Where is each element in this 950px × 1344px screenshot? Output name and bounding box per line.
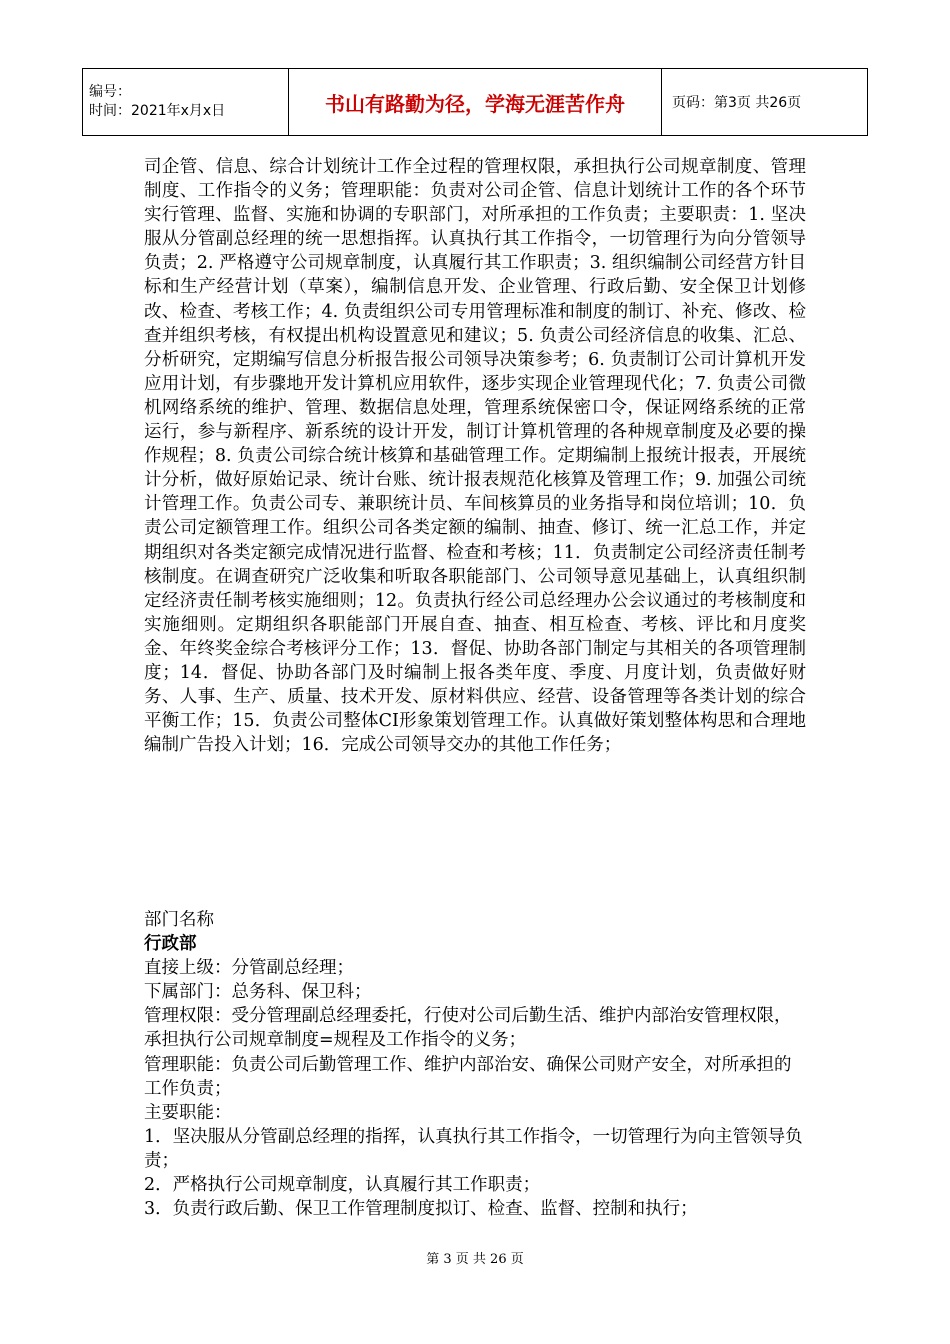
header-motto: 书山有路勤为径，学海无涯苦作舟 [289, 69, 662, 136]
body-paragraph: 司企管、信息、综合计划统计工作全过程的管理权限，承担执行公司规章制度、管理制度、工作指令的义务；管理职能：负责对公司企管、信息计划统计工作的各个环节实行管理、监督、实施和协调的专职部门，对所承担的工作负责；主要职责：1. 坚决服从分管副总经理的统一思想指挥。认真执行其工作指令，一切管理行为向分管领导负责；2. 严格遵守公司规章制度，认真履行其工作职责；3. 组织编制公司经营方针目标和生产经营计划（草案），编制信息开发、企业管理、行政后勤、安全保卫计划修改、检查、考核工作；4. 负责组织公司专用管理标准和制度的制订、补充、修改、检查并组织考核，有权提出机构设置意见和建议；5. 负责公司经济信息的收集、汇总、分析研究，定期编写信息分析报告报公司领导决策参考；6. 负责制订公司计算机开发应用计划，有步骤地开发计算机应用软件，逐步实现企业管理现代化；7. 负责公司微机网络系统的维护、管理、数据信息处理，管理系统保密口令，保证网络系统的正常运行，参与新程序、新系统的设计开发，制订计算机管理的各种规章制度及必要的操作规程；8. 负责公司综合统计核算和基础管理工作。定期编制上报统计报表，开展统计分析，做好原始记录、统计台账、统计报表规范化核算及管理工作；9. 加强公司统计管理工作。负责公司专、兼职统计员、车间核算员的业务指导和岗位培训；10．负责公司定额管理工作。组织公司各类定额的编制、抽查、修订、统一汇总工作，并定期组织对各类定额完成情况进行监督、检查和考核；11．负责制定公司经济责任制考核制度。在调查研究广泛收集和听取各职能部门、公司领导意见基础上，认真组织制定经济责任制考核实施细则；12。负责执行经公司总经理办公会议通过的考核制度和实施细则。定期组织各职能部门开展自查、抽查、相互检查、考核、评比和月度奖金、年终奖金综合考核评分工作；13．督促、协助各部门制定与其相关的各项管理制度；14．督促、协助各部门及时编制上报各类年度、季度、月度计划，负责做好财务、人事、生产、质量、技术开发、原材料供应、经营、设备管理等各类计划的综合平衡工作；15．负责公司整体CI形象策划管理工作。认真做好策划整体构思和合理地编制广告投入计划；16．完成公司领导交办的其他工作任务； [144, 157, 806, 756]
department-section [144, 908, 806, 1221]
doc-time-label: 时间：2021年x月x日 [89, 103, 226, 119]
dept-superior: 直接上级：分管副总经理； [144, 958, 354, 979]
function-item-1: 1．坚决服从分管副总经理的指挥，认真执行其工作指令，一切管理行为向主管领导负责； [144, 1126, 803, 1171]
dept-functions: 管理职能：负责公司后勤管理工作、维护内部治安、确保公司财产安全，对所承担的工作负责； [144, 1054, 792, 1099]
dept-name-label: 部门名称 [144, 910, 214, 930]
main-functions-label: 主要职能： [144, 1102, 232, 1123]
page-header [82, 68, 868, 136]
function-item-3: 3．负责行政后勤、保卫工作管理制度拟订、检查、监督、控制和执行； [144, 1199, 698, 1220]
function-item-2: 2．严格执行公司规章制度，认真履行其工作职责； [144, 1175, 541, 1196]
dept-name: 行政部 [144, 934, 197, 955]
dept-authority: 管理权限：受分管理副总经理委托，行使对公司后勤生活、维护内部治安管理权限，承担执行公司规章制度=规程及工作指令的义务； [144, 1006, 792, 1051]
dept-subordinates: 下属部门：总务科、保卫科； [144, 982, 372, 1003]
doc-number-label: 编号： [89, 84, 131, 100]
page-footer: 第 3 页 共 26 页 [426, 1252, 524, 1267]
body-text-block [144, 155, 806, 757]
header-meta-cell [83, 69, 289, 136]
header-page-info: 页码：第3页 共26页 [662, 69, 868, 136]
